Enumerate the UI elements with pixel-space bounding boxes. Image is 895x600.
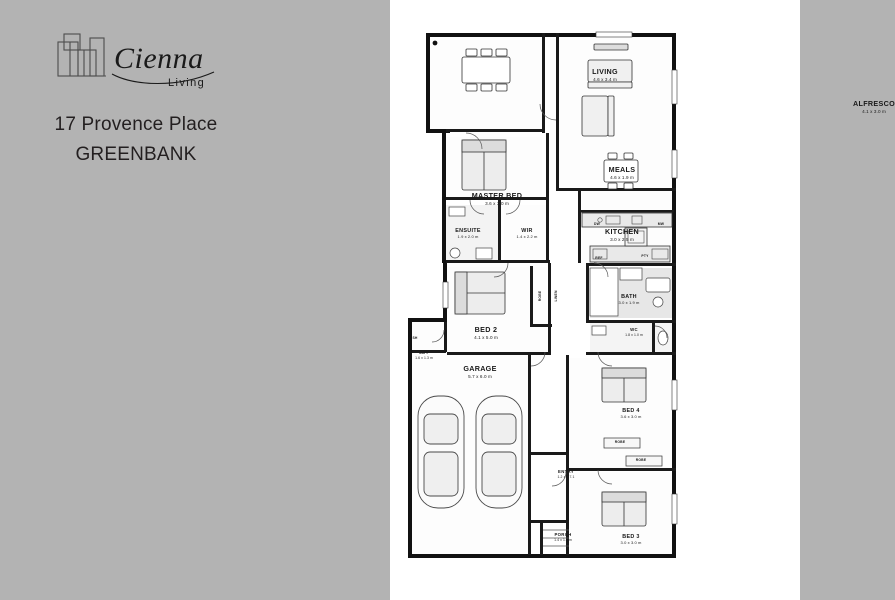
- property-address: [0, 110, 272, 170]
- annotation-linen: LINEN: [554, 290, 559, 302]
- room-label-living: LIVING 4.6 x 3.4 m: [592, 67, 618, 83]
- brand-logo: [50, 28, 250, 98]
- address-line-2: GREENBANK: [75, 144, 197, 165]
- svg-text:Living: Living: [168, 77, 206, 89]
- floorplan-drawing: [390, 0, 800, 600]
- room-label-bath: BATH 3.0 x 1.9 m: [618, 294, 640, 306]
- annotation-robe-bed2: ROBE: [538, 290, 543, 302]
- room-label-meals: MEALS 4.6 x 1.9 m: [608, 165, 636, 181]
- room-label-wc: WC 1.8 x 1.0 m: [625, 327, 643, 337]
- room-label-porch: PORCH 1.4 x 1.2 m: [554, 532, 572, 542]
- annotation-robe-bed4-b: ROBE: [635, 458, 647, 462]
- annotation-dishwasher: DW: [593, 222, 601, 226]
- room-label-wir: WIR 1.4 x 2.2 m: [516, 228, 538, 240]
- annotation-robe-bed4-a: ROBE: [614, 440, 626, 444]
- room-label-kitchen: KITCHEN 3.0 x 2.5 m: [604, 227, 640, 243]
- room-label-bed-4: BED 4 3.6 x 3.0 m: [620, 408, 642, 420]
- room-label-entry: ENTRY 1.2 x 1.7.1: [557, 469, 575, 479]
- room-label-ensuite: ENSUITE 1.9 x 2.0 m: [455, 228, 481, 240]
- annotation-microwave: MW: [657, 222, 665, 226]
- floorplan-sheet: [390, 0, 895, 600]
- address-line-1: 17 Provence Place: [54, 114, 218, 135]
- room-label-garage: GARAGE 5.7 x 6.0 m: [463, 364, 497, 380]
- room-label-ldy: LDY 1.6 x 1.3 m: [415, 350, 433, 360]
- annotation-shower: SH: [412, 336, 418, 340]
- room-label-master-bed: MASTER BED 3.6 x 3.0 m: [471, 191, 523, 207]
- annotation-pantry: PTY: [641, 254, 649, 258]
- room-label-bed-3: BED 3 3.0 x 3.0 m: [620, 534, 642, 546]
- svg-text:Cienna: Cienna: [114, 42, 204, 75]
- annotation-fridge: REF: [595, 256, 603, 260]
- title-panel: [0, 0, 390, 600]
- room-label-alfresco: ALFRESCO 4.1 x 3.0 m: [853, 99, 895, 115]
- room-label-bed-2: BED 2 4.1 x 5.0 m: [474, 325, 498, 341]
